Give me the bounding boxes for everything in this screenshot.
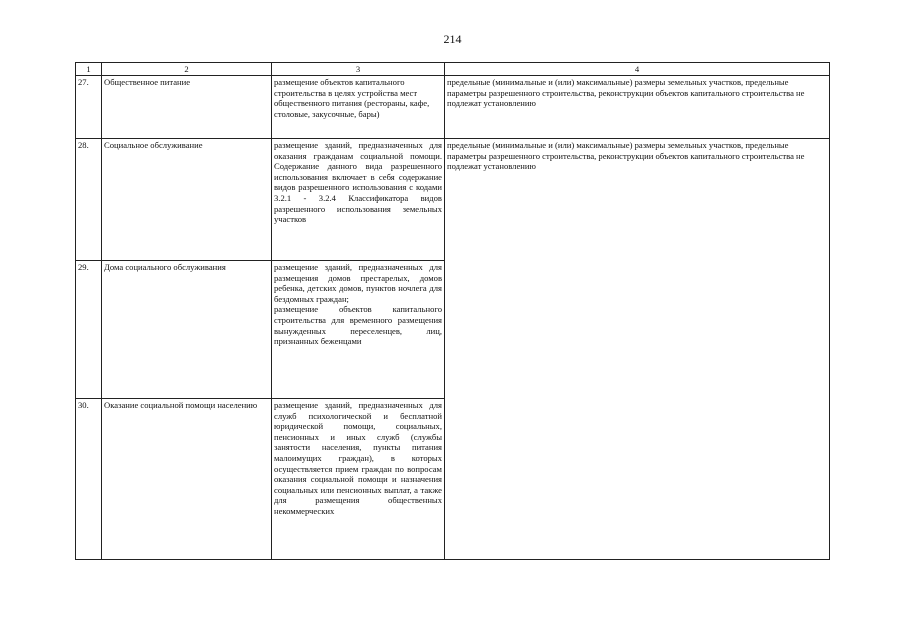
use-name: Оказание социальной помощи населению bbox=[102, 399, 272, 560]
use-description: размещение объектов капитального строительства в целях устройства мест общественного питания (рестораны, кафе, столовые, закусочные, бары) bbox=[272, 76, 445, 139]
row-number: 29. bbox=[76, 261, 102, 399]
land-use-table bbox=[75, 62, 830, 560]
table-header bbox=[76, 63, 830, 76]
row-number: 30. bbox=[76, 399, 102, 560]
use-name: Дома социального обслуживания bbox=[102, 261, 272, 399]
row-number: 28. bbox=[76, 139, 102, 261]
use-description: размещение зданий, предназначенных для служб психологической и бесплатной юридической помощи, социальных, пенсионных и иных служб (службы занятости населения, пункты питания малоимущих граждан), в которых осуществляется прием граждан по вопросам оказания социальной помощи и назначения социальных или пенсионных выплат, а также для размещения общественных некоммерческих bbox=[272, 399, 445, 560]
use-name: Общественное питание bbox=[102, 76, 272, 139]
header-col-4: 4 bbox=[445, 63, 830, 76]
header-col-1: 1 bbox=[76, 63, 102, 76]
row-number: 27. bbox=[76, 76, 102, 139]
table-row bbox=[76, 139, 830, 261]
header-col-2: 2 bbox=[102, 63, 272, 76]
use-params: предельные (минимальные и (или) максимальные) размеры земельных участков, предельные параметры разрешенного строительства, реконструкции объектов капитального строительства не подлежат установлению bbox=[445, 76, 830, 139]
header-col-3: 3 bbox=[272, 63, 445, 76]
use-name: Социальное обслуживание bbox=[102, 139, 272, 261]
use-description: размещение зданий, предназначенных для размещения домов престарелых, домов ребенка, детских домов, пунктов ночлега для бездомных граждан; размещение объектов капитального строительства для временного размещения вынужденных переселенцев, лиц, признанных беженцами bbox=[272, 261, 445, 399]
page-number: 214 bbox=[443, 32, 462, 46]
use-params: предельные (минимальные и (или) максимальные) размеры земельных участков, предельные параметры разрешенного строительства, реконструкции объектов капитального строительства не подлежат установлению bbox=[445, 139, 830, 560]
table-row bbox=[76, 76, 830, 139]
use-description: размещение зданий, предназначенных для оказания гражданам социальной помощи. Содержание данного вида разрешенного использования включает в себя содержание видов разрешенного использования с кодами 3.2.1 - 3.2.4 Классификатора видов разрешенного использования земельных участков bbox=[272, 139, 445, 261]
